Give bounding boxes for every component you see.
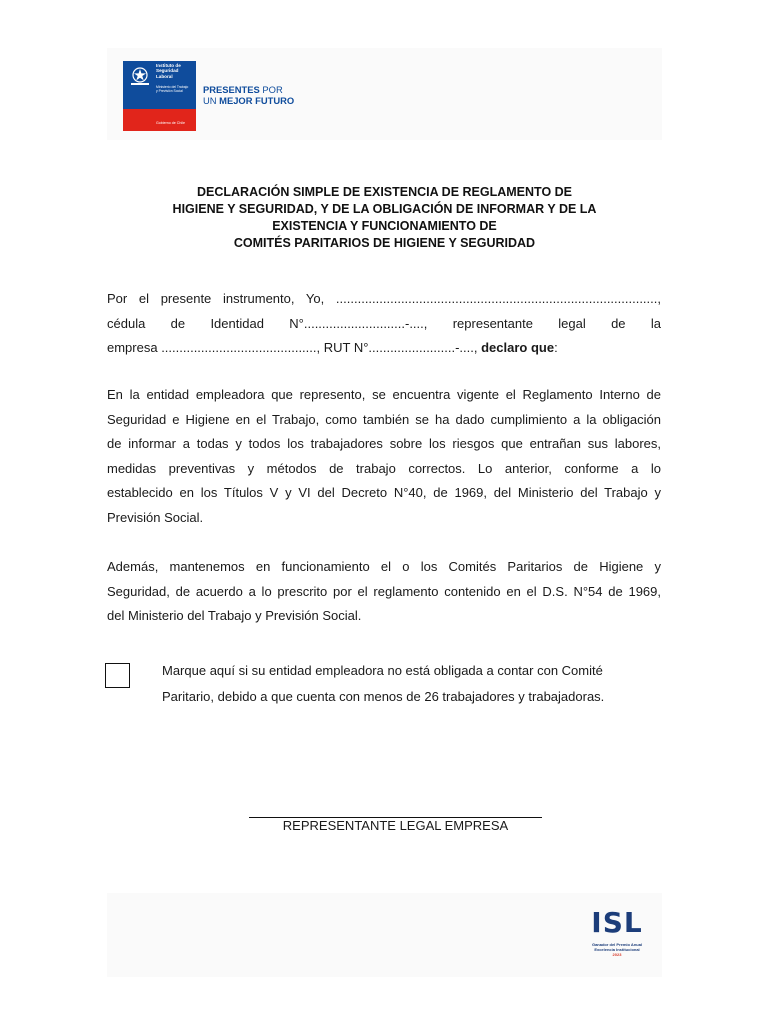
comites-paragraph xyxy=(107,555,661,629)
award-year: 2023 xyxy=(612,952,622,957)
logo-line: Laboral xyxy=(156,73,173,79)
paragraph-line xyxy=(107,336,661,361)
checkbox-label xyxy=(162,658,662,710)
document-title xyxy=(107,184,662,252)
slogan-rest: POR xyxy=(259,84,283,95)
award-line: Excelencia Institucional xyxy=(594,947,640,952)
title-line: EXISTENCIA Y FUNCIONAMIENTO DE xyxy=(272,219,497,233)
ministry-line: Ministerio del Trabajo xyxy=(156,85,189,89)
paragraph-line: Seguridad e Higiene en el Trabajo, como también se ha dado cumplimiento a la obligación xyxy=(107,411,661,427)
isl-award xyxy=(582,942,652,957)
checkbox-label-line: Paritario, debido a que cuenta con menos de 26 trabajadores y trabajadoras. xyxy=(162,689,605,704)
paragraph-line: Seguridad, de acuerdo a lo prescrito por el reglamento contenido en el D.S. N°54 de 1969, xyxy=(107,583,661,599)
footer-band xyxy=(107,893,662,977)
no-comite-checkbox[interactable] xyxy=(105,663,130,688)
declaration-paragraph xyxy=(107,287,661,361)
paragraph-line: del Ministerio del Trabajo y Previsión Social. xyxy=(107,608,362,624)
paragraph-line: medidas preventivas y métodos de trabajo correctos. Lo anterior, conforme a lo xyxy=(107,460,661,476)
colon: : xyxy=(554,340,558,356)
gobierno-de-chile-logo xyxy=(123,61,196,131)
isl-logo xyxy=(582,906,652,966)
slogan xyxy=(203,84,294,106)
signature-label: REPRESENTANTE LEGAL EMPRESA xyxy=(282,818,509,833)
declaro-que: declaro que xyxy=(481,340,555,356)
title-line: DECLARACIÓN SIMPLE DE EXISTENCIA DE REGLAMENTO DE xyxy=(196,185,573,199)
slogan-bold-2: MEJOR FUTURO xyxy=(219,95,295,106)
checkbox-label-line: Marque aquí si su entidad empleadora no está obligada a contar con Comité xyxy=(162,663,603,678)
reglamento-paragraph xyxy=(107,383,661,531)
title-line: HIGIENE Y SEGURIDAD, Y DE LA OBLIGACIÓN DE INFORMAR Y DE LA xyxy=(172,202,597,216)
paragraph-line: Previsión Social. xyxy=(107,509,204,525)
chile-coat-of-arms-icon xyxy=(126,64,154,88)
ministry-line: y Previsión Social xyxy=(156,89,183,93)
slogan-bold: PRESENTES xyxy=(203,84,260,95)
paragraph-line: En la entidad empleadora que represento, se encuentra vigente el Reglamento Interno de xyxy=(107,387,661,402)
isl-wordmark: ISL xyxy=(591,906,643,939)
paragraph-line: establecido en los Títulos V y VI del Decreto N°40, de 1969, del Ministerio del Trabajo y xyxy=(107,485,661,501)
logo-line: Instituto de xyxy=(156,63,181,68)
paragraph-line: cédula de Identidad N°............................-...., representante legal de la xyxy=(107,315,661,331)
slogan-pre: UN xyxy=(203,95,220,106)
company-rut-text: empresa ..........................................., RUT N°........................-...., xyxy=(107,340,482,356)
paragraph-line: Además, mantenemos en funcionamiento el o los Comités Paritarios de Higiene y xyxy=(107,559,661,574)
title-line: COMITÉS PARITARIOS DE HIGIENE Y SEGURIDAD xyxy=(233,236,536,250)
award-line: Ganador del Premio Anual xyxy=(591,942,643,947)
logo-line: Seguridad xyxy=(156,68,179,74)
paragraph-line: de informar a todas y todos los trabajadores sobre los riesgos que entrañan sus labores, xyxy=(107,436,661,452)
gobierno-label: Gobierno de Chile xyxy=(156,121,185,125)
paragraph-line: Por el presente instrumento, Yo, ........................................................................................., xyxy=(107,291,661,306)
